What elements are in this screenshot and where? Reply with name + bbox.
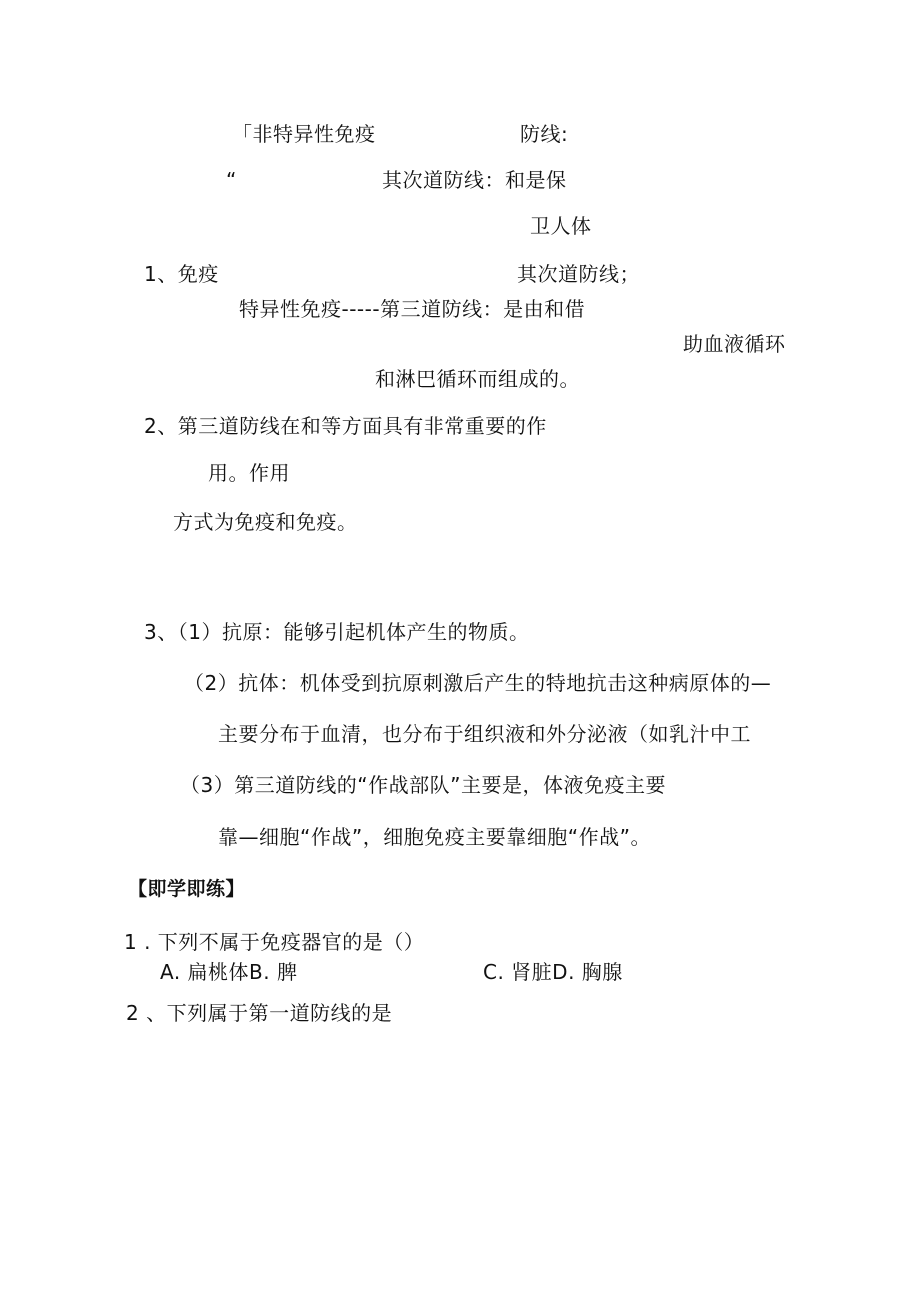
line-blood-circulation: 助血液循环	[683, 332, 786, 356]
question-1-options-ab: A. 扁桃体B. 脾	[160, 960, 298, 984]
section-heading-practice: 【即学即练】	[128, 878, 246, 900]
line-nonspecific-immunity: 「非特异性免疫	[232, 122, 376, 146]
line-item-3-antigen: 3、（1）抗原：能够引起机体产生的物质。	[144, 620, 530, 644]
question-1: 1 . 下列不属于免疫器官的是（）	[124, 930, 425, 954]
line-protect-body: 卫人体	[530, 214, 592, 238]
line-mode: 方式为免疫和免疫。	[173, 510, 358, 534]
line-specific-immunity: 特异性免疫-----第三道防线：是由和借	[239, 297, 586, 321]
line-item-1-immunity: 1、免疫	[144, 262, 219, 286]
line-antibody: （2）抗体：机体受到抗原刺激后产生的特地抗击这种病原体的—	[184, 671, 772, 695]
line-second-defense: 其次道防线：和是保	[382, 168, 567, 192]
line-function: 用。作用	[208, 461, 290, 485]
question-2: 2 、下列属于第一道防线的是	[126, 1001, 393, 1025]
question-1-options-cd: C. 肾脏D. 胸腺	[483, 960, 623, 984]
line-lymph-circulation: 和淋巴循环而组成的。	[375, 367, 580, 391]
line-second-defense-2: 其次道防线；	[517, 262, 640, 286]
line-antibody-distribution: 主要分布于血清，也分布于组织液和外分泌液（如乳汁中工	[218, 722, 751, 746]
line-item-2: 2、第三道防线在和等方面具有非常重要的作	[144, 414, 547, 438]
line-defense-label: 防线:	[520, 122, 569, 146]
line-combat-forces: （3）第三道防线的“作战部队”主要是，体液免疫主要	[180, 773, 666, 797]
line-cell-combat: 靠—细胞“作战”，细胞免疫主要靠细胞“作战”。	[218, 825, 651, 849]
line-quote-mark: “	[226, 168, 237, 192]
